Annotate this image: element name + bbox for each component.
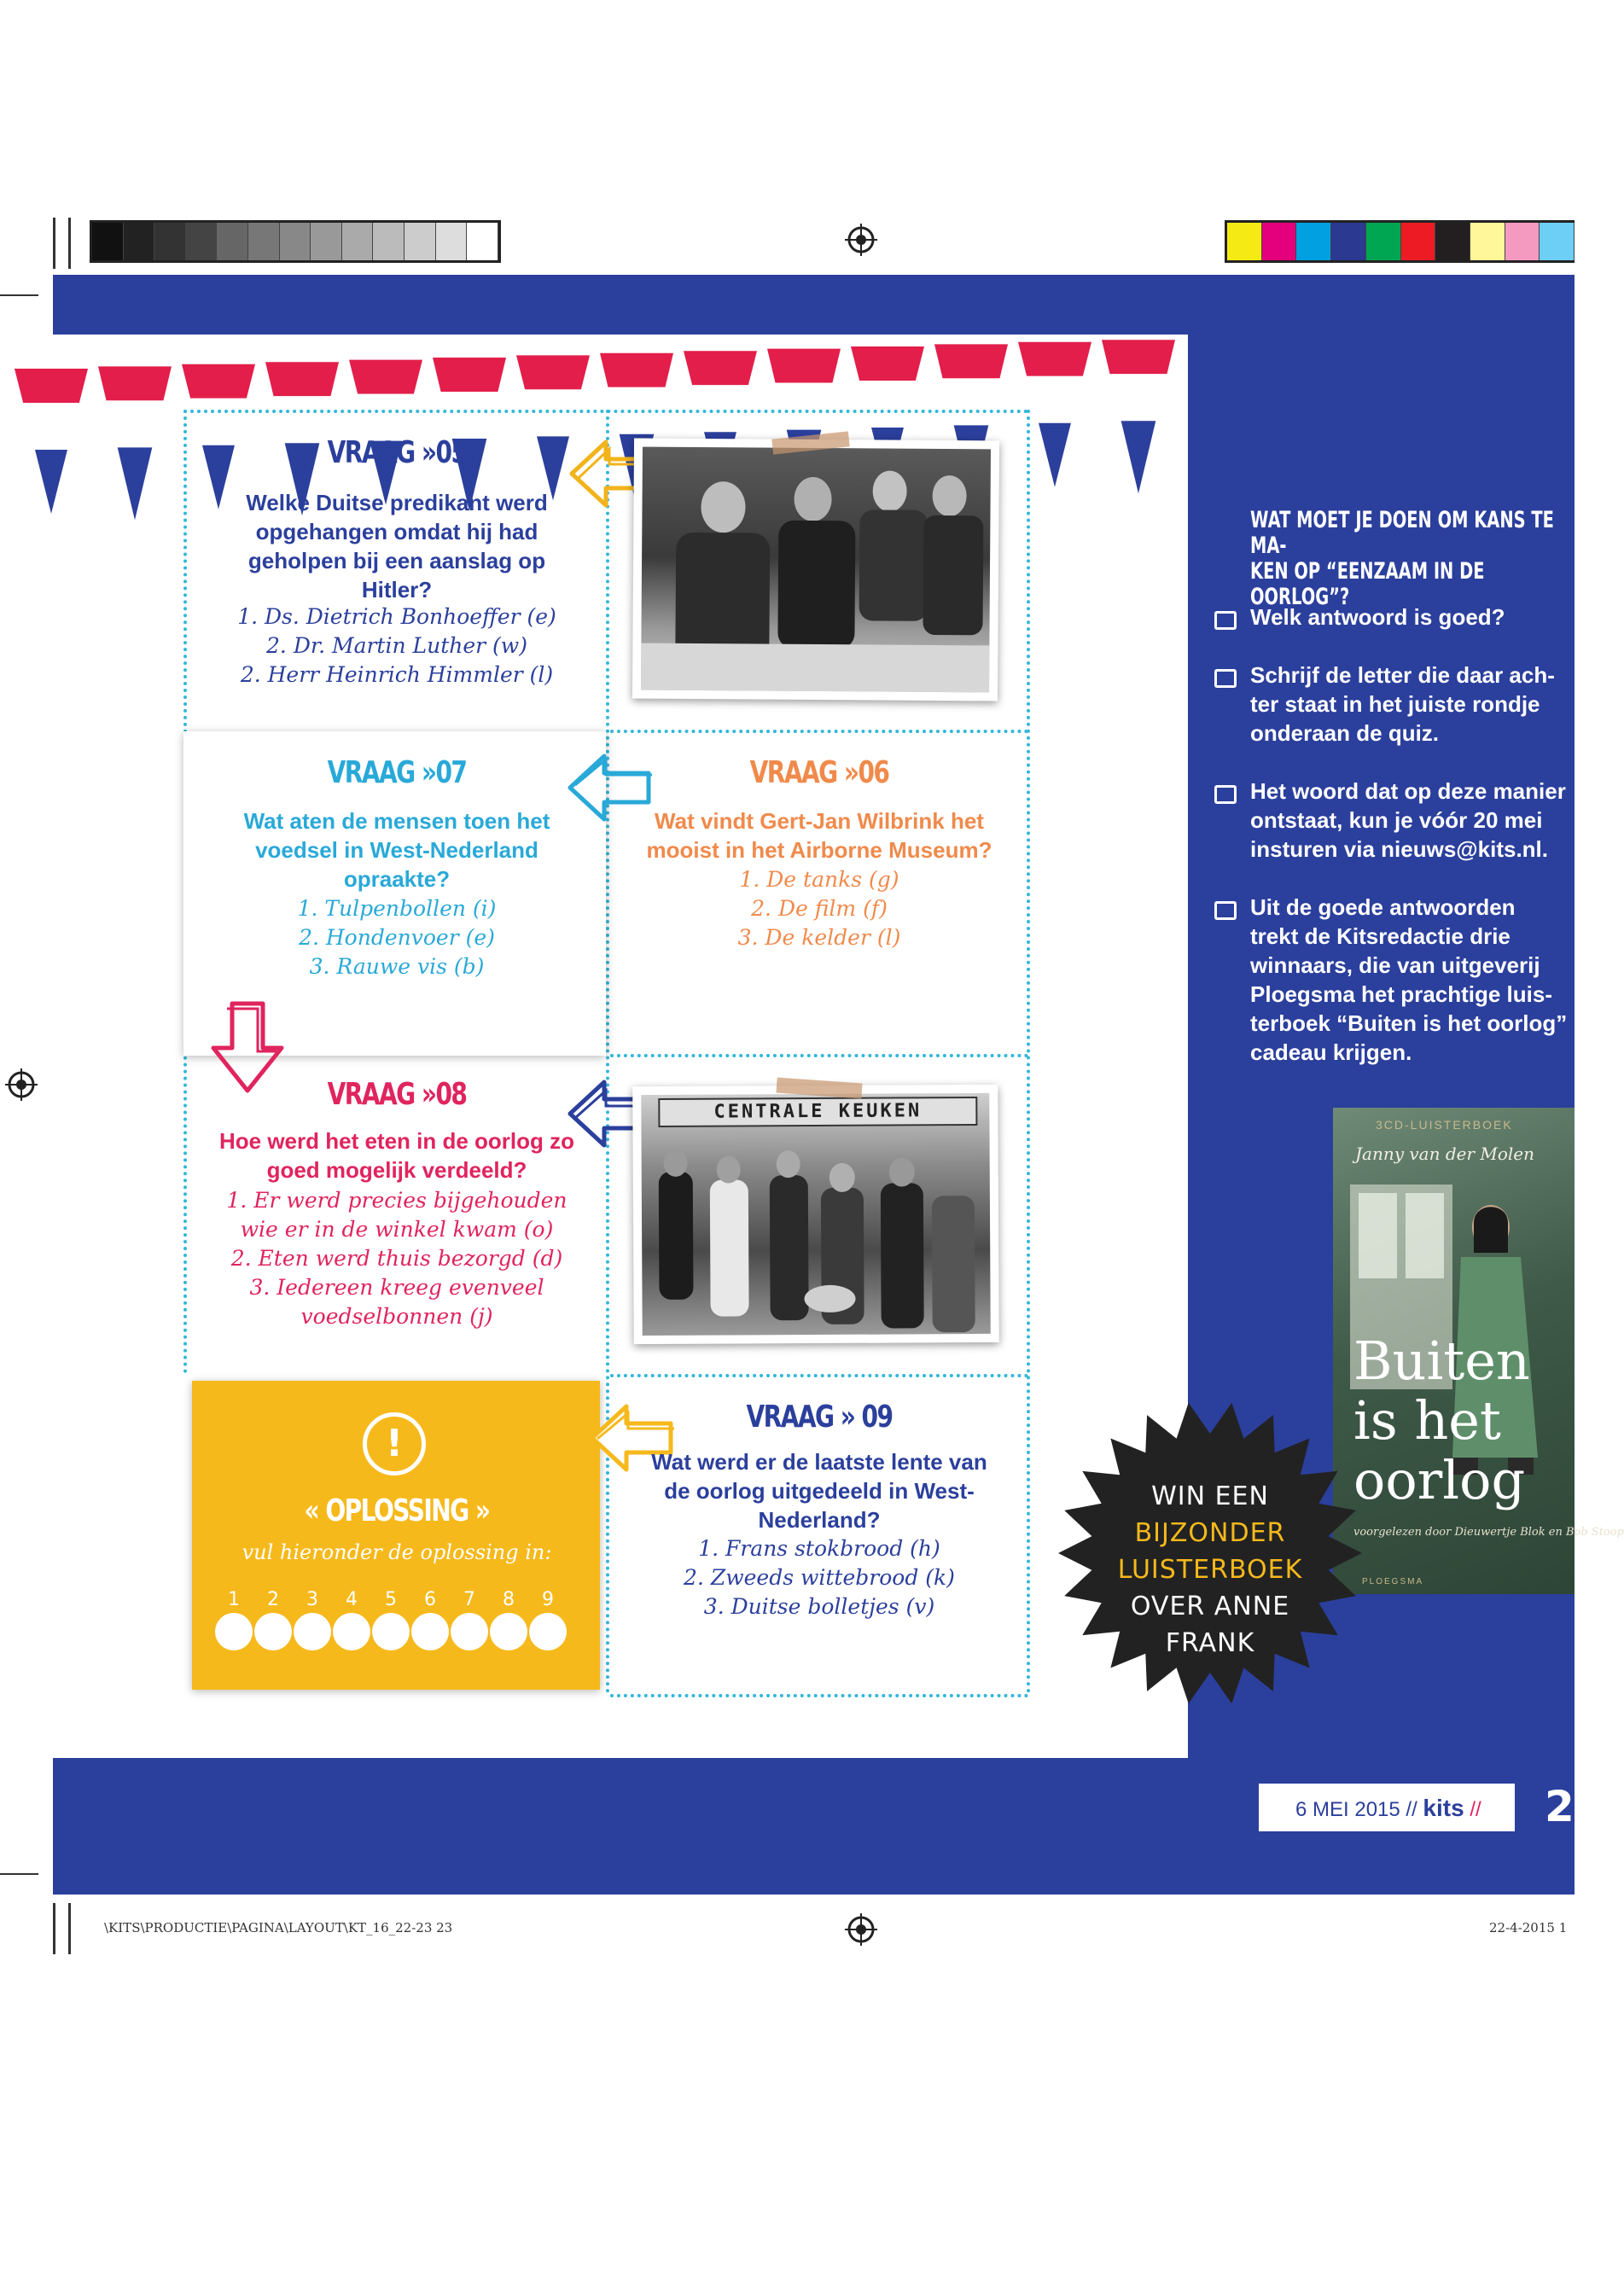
print-date: 22-4-2015 1 [1489,1920,1568,1935]
color-swatch [1401,223,1436,260]
checkbox-icon [1214,669,1237,688]
solution-slot-number: 9 [542,1589,554,1610]
solution-slot-number: 7 [463,1589,475,1610]
book-title-2: is het [1353,1389,1501,1452]
color-swatch [124,223,155,260]
solution-letter-slot[interactable] [372,1613,410,1650]
issue-date: 6 MEI 2015 // [1295,1798,1417,1821]
question-5-heading: VRAAG »05 [327,435,467,470]
book-cover [1333,1108,1624,1594]
solution-letter-slot[interactable] [333,1613,370,1650]
brand-logo: kits [1423,1795,1464,1821]
color-swatch [405,223,436,260]
color-swatch [217,223,248,260]
answer: wie er in de winkel kwam (o) [240,1217,554,1242]
answer: 2. De film (f) [751,896,888,921]
color-swatch [467,223,498,260]
solution-letter-slot[interactable] [490,1613,527,1650]
solution-letter-slot[interactable] [294,1613,331,1650]
top-blue-band [53,275,1575,335]
crop-mark [53,1903,55,1954]
question-9-text: Wat werd er de laatste lente van de oorlog uitgedeeld in West-Nederland? [651,1449,987,1533]
grid-line [1027,410,1030,1694]
color-swatch [1505,223,1540,260]
answer: 2. Dr. Martin Luther (w) [266,633,527,658]
color-swatch [436,223,468,260]
solution-slot-number: 2 [267,1589,279,1610]
starburst-line: BIJZONDER [1134,1518,1286,1548]
page-number: 2 [1545,1782,1575,1831]
color-swatch [1470,223,1505,260]
color-swatch [1227,223,1262,260]
color-swatch [1262,223,1297,260]
grid-line [606,410,609,1694]
solution-slot-number: 1 [228,1589,240,1610]
answer: voedselbonnen (j) [300,1304,493,1329]
crop-mark [68,218,71,269]
question-6-heading: VRAAG »06 [749,755,889,790]
color-swatch [154,223,186,260]
color-swatch [342,223,374,260]
bunting-pennant [1102,340,1175,493]
crop-mark [68,1903,71,1954]
photo-scene [641,447,991,693]
grid-line [610,1374,1028,1377]
answer: 1. Er werd precies bijgehouden [226,1188,568,1213]
question-8-text: Hoe werd het eten in de oorlog zo goed mogelijk verdeeld? [218,1128,575,1183]
answer: 3. De kelder (l) [737,925,901,950]
book-label: 3CD-LUISTERBOEK [1376,1118,1513,1132]
question-9-heading: VRAAG » 09 [746,1400,893,1435]
book-readers: voorgelezen door Dieuwertje Blok en Bob Stoop [1353,1526,1624,1539]
book-author: Janny van der Molen [1355,1144,1535,1164]
grid-line [610,1054,1028,1057]
grayscale-bar [90,220,501,263]
registration-mark-left [5,1068,38,1101]
book-title-3: oorlog [1353,1449,1526,1511]
solution-slot-number: 8 [503,1589,515,1610]
photo-hitler-generals [632,439,999,701]
solution-letter-slot[interactable] [451,1613,488,1650]
color-swatch [1540,223,1575,260]
question-9-answers [636,1534,1003,1621]
panel-step-2: Schrijf de letter die daar ach- ter staat in het juiste rondje onderaan de quiz. [1250,662,1555,746]
footer-date [1295,1795,1481,1822]
answer: 2. Zweeds wittebrood (k) [684,1565,955,1590]
solution-slot-number: 3 [306,1589,318,1610]
crop-mark [0,1873,38,1875]
checkbox-icon [1214,901,1237,920]
answer: 2. Eten werd thuis bezorgd (d) [230,1246,563,1271]
exclamation-icon: ! [363,1412,426,1476]
bunting-pennant [15,369,88,514]
book-publisher: PLOEGSMA [1362,1577,1424,1586]
color-bar [1225,220,1575,263]
color-swatch [248,223,280,260]
bunting-pennant [98,366,172,520]
color-swatch [186,223,218,260]
answer: 1. De tanks (g) [739,867,899,892]
answer: 1. Frans stokbrood (h) [698,1536,940,1561]
brand-slashes: // [1470,1798,1481,1821]
grid-line [610,730,1028,733]
grid-line [610,1694,1028,1697]
checkbox-icon [1214,611,1237,630]
answer: 2. Hondenvoer (e) [299,925,495,950]
bunting-pennant [349,360,422,505]
question-6-text: Wat vindt Gert-Jan Wilbrink het mooist in het Airborne Museum? [646,808,992,863]
photo-central-kitchen [632,1085,999,1344]
color-swatch [280,223,311,260]
solution-letter-slot[interactable] [254,1613,292,1650]
solution-slot-number: 4 [346,1589,358,1610]
question-5-answers [205,602,589,690]
question-7-answers [213,894,580,981]
answer: 3. Iedereen kreeg evenveel [249,1275,544,1300]
crop-mark [0,294,38,296]
book-title-1: Buiten [1353,1330,1530,1392]
registration-mark-bottom [845,1913,877,1946]
panel-step-1: Welk antwoord is goed? [1250,604,1505,630]
solution-letter-slot[interactable] [215,1613,253,1650]
answer: 1. Ds. Dietrich Bonhoeffer (e) [237,604,556,629]
answer: 1. Tulpenbollen (i) [297,896,497,921]
answer: 3. Duitse bolletjes (v) [703,1594,935,1619]
color-swatch [311,223,342,260]
crop-mark [53,218,55,269]
solution-letter-slot[interactable] [529,1613,567,1650]
solution-title: « OPLOSSING » [304,1493,490,1528]
starburst-line: OVER ANNE [1130,1592,1290,1621]
solution-letter-slot[interactable] [411,1613,449,1650]
color-swatch [373,223,405,260]
solution-slot-number: 6 [424,1589,436,1610]
question-8-heading: VRAAG »08 [327,1077,467,1112]
solution-slot-number: 5 [385,1589,397,1610]
color-swatch [92,223,124,260]
question-6-answers [632,865,1007,952]
starburst-line: LUISTERBOEK [1117,1555,1303,1585]
panel-step-3: Het woord dat op deze manier ontstaat, kun je vóór 20 mei insturen via nieuws@kits.nl. [1250,778,1566,862]
kitchen-sign: CENTRALE KEUKEN [658,1097,977,1127]
checkbox-icon [1214,785,1237,804]
panel-step-4: Uit de goede antwoorden trekt de Kitsredactie drie winnaars, die van uitgeverij Ploegsma het prachtige luis- terboek “Buiten is het oorlog” cadeau krijgen. [1250,894,1568,1065]
starburst-line: FRANK [1165,1628,1255,1658]
question-7-heading: VRAAG »07 [327,755,467,790]
color-swatch [1331,223,1366,260]
answer: 2. Herr Heinrich Himmler (l) [240,662,554,687]
file-path: \KITS\PRODUCTIE\PAGINA\LAYOUT\KT_16_22-23 23 [104,1920,453,1935]
starburst-line: WIN EEN [1151,1481,1269,1511]
color-swatch [1296,223,1331,260]
color-swatch [1366,223,1401,260]
question-7-text: Wat aten de mensen toen het voedsel in West-Nederland opraakte? [243,808,550,892]
panel-heading: WAT MOET JE DOEN OM KANS TE MA- KEN OP “EENZAAM IN DE OORLOG”? [1250,507,1554,610]
question-5-text: Welke Duitse predikant werd opgehangen omdat hij had geholpen bij een aanslag op Hitler? [246,490,548,602]
question-8-answers [201,1186,593,1331]
registration-mark-top [845,224,877,256]
color-swatch [1435,223,1470,260]
starburst-text [1078,1478,1342,1662]
photo-scene [641,1127,990,1336]
solution-subtitle: vul hieronder de oplossing in: [242,1540,552,1564]
answer: 3. Rauwe vis (b) [309,954,485,979]
